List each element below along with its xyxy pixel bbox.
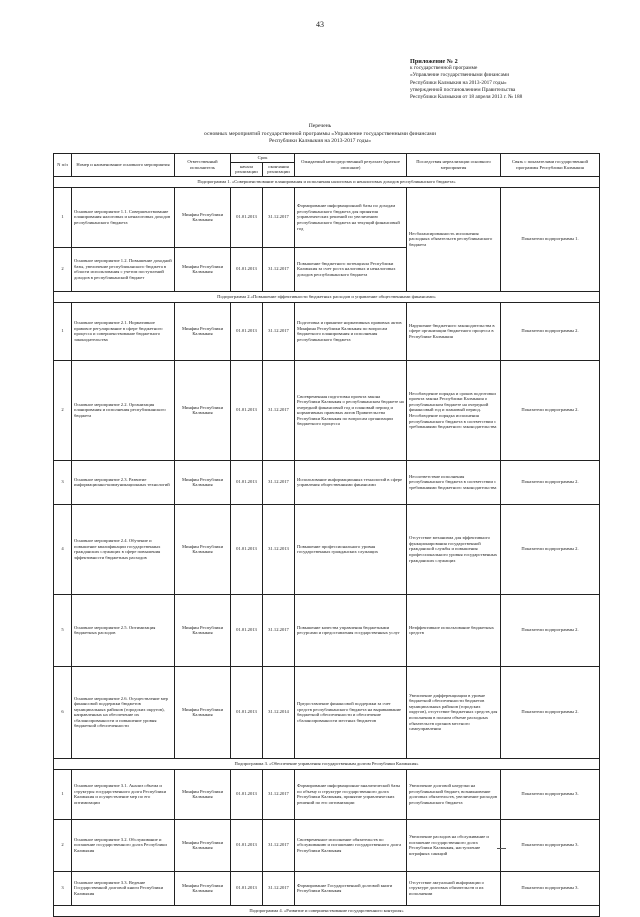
row-end-date: 31.12.2017 bbox=[263, 871, 295, 905]
page-number: 43 bbox=[316, 20, 324, 29]
row-indicator-link: Показатели подпрограммы 2. bbox=[501, 504, 600, 594]
row-measure-name: Основное мероприятие 2.6. Осуществление мер финансовой поддержки бюджетов муниципальных районов (городских округов), направленных на обеспечение их сбалансированности и повышение уровня бюджетной обеспеченности bbox=[72, 666, 175, 758]
header-end: окончания реализации bbox=[263, 162, 295, 176]
row-num: 2 bbox=[54, 247, 72, 291]
row-executor: Минфин Республики Калмыкия bbox=[175, 302, 231, 360]
table-row bbox=[54, 871, 600, 905]
row-result: Формирование информационно-аналитической базы по объему и структуре государственного долга Республики Калмыкия, принятие управленческих решений по его оптимизации bbox=[295, 769, 407, 819]
row-result: Подготовка и принятие нормативных правовых актов Минфина Республики Калмыкия по вопросам бюджетного планирования и исполнения республиканского бюджета bbox=[295, 302, 407, 360]
row-start-date: 01.01.2013 bbox=[231, 594, 263, 666]
row-start-date: 01.01.2013 bbox=[231, 302, 263, 360]
row-result: Своевременная подготовка проекта закона Республики Калмыкия о республиканском бюджете на очередной финансовый год и плановый период и нормативных правовых актов Правительства Республики Калмыкия по вопросам организации бюджетного процесса bbox=[295, 360, 407, 460]
row-end-date: 31.12.2017 bbox=[263, 247, 295, 291]
section-title: Подпрограмма 3. «Обеспечение управления государственным долгом Республики Калмыкия» bbox=[54, 758, 600, 769]
row-indicator-link: Показатели подпрограммы 3. bbox=[501, 769, 600, 819]
row-executor: Минфин Республики Калмыкия bbox=[175, 666, 231, 758]
row-executor: Минфин Республики Калмыкия bbox=[175, 594, 231, 666]
section-title: Подпрограмма 4. «Развитие и совершенствование государственного контроля» bbox=[54, 905, 600, 916]
table-row bbox=[54, 819, 600, 871]
row-result: Повышение бюджетного потенциала Республики Калмыкия за счет роста налоговых и неналоговых доходов республиканского бюджета bbox=[295, 247, 407, 291]
approval-line: «Управление государственными финансами bbox=[410, 72, 510, 79]
row-executor: Минфин Республики Калмыкия bbox=[175, 504, 231, 594]
row-end-date: 31.12.2013 bbox=[263, 504, 295, 594]
row-end-date: 31.12.2017 bbox=[263, 819, 295, 871]
row-measure-name: Основное мероприятие 1.1. Совершенствование планирования налоговых и неналоговых доходов республиканского бюджета bbox=[72, 187, 175, 247]
approval-line: Республики Калмыкия на 2013-2017 годы» bbox=[410, 79, 507, 86]
row-end-date: 31.12.2014 bbox=[263, 666, 295, 758]
row-measure-name: Основное мероприятие 2.1. Нормативное правовое регулирование в сфере бюджетного процесса и совершенствование бюджетного законодательства bbox=[72, 302, 175, 360]
table-row bbox=[54, 460, 600, 504]
row-start-date: 01.01.2013 bbox=[231, 769, 263, 819]
table-row bbox=[54, 187, 600, 247]
row-result: Своевременное исполнение обязательств по обслуживанию и погашению государственного долга Республики Калмыкия bbox=[295, 819, 407, 871]
section-row bbox=[54, 758, 600, 769]
row-indicator-link: Показатели подпрограммы 2. bbox=[501, 594, 600, 666]
row-num: 2 bbox=[54, 360, 72, 460]
header-name: Номер и наименование основного мероприятия bbox=[72, 154, 175, 177]
row-end-date: 31.12.2017 bbox=[263, 360, 295, 460]
row-num: 3 bbox=[54, 460, 72, 504]
row-start-date: 01.01.2013 bbox=[231, 247, 263, 291]
row-measure-name: Основное мероприятие 2.4. Обучение и повышение квалификации государственных гражданских служащих в сфере повышения эффективности бюджетных расходов bbox=[72, 504, 175, 594]
row-num: 3 bbox=[54, 871, 72, 905]
row-executor: Минфин Республики Калмыкия bbox=[175, 247, 231, 291]
row-consequences: Неэффективное использование бюджетных средств bbox=[407, 594, 501, 666]
row-result: Использование информационных технологий в сфере управления общественными финансами bbox=[295, 460, 407, 504]
row-measure-name: Основное мероприятие 1.2. Повышение доходной базы, увеличение республиканского бюджета в области использования с учетом поступлений доходов в республиканский бюджет bbox=[72, 247, 175, 291]
section-row bbox=[54, 291, 600, 302]
row-num: 1 bbox=[54, 187, 72, 247]
row-measure-name: Основное мероприятие 3.3. Ведение Государственной долговой книги Республики Калмыкия bbox=[72, 871, 175, 905]
row-measure-name: Основное мероприятие 2.5. Оптимизация бюджетных расходов bbox=[72, 594, 175, 666]
section-row bbox=[54, 176, 600, 187]
header-result: Ожидаемый непосредственный результат (краткое описание) bbox=[295, 154, 407, 177]
row-result: Формирование Государственной долговой книги Республики Калмыкия bbox=[295, 871, 407, 905]
row-indicator-link: Показатели подпрограммы 2. bbox=[501, 666, 600, 758]
title-line: Республики Калмыкия на 2013-2017 годы» bbox=[268, 138, 372, 145]
row-consequences: Увеличение дифференциации в уровне бюджетной обеспеченности бюджетов муниципальных районов (городских округов), отсутствие бюджетных средств для исполнения в полном объеме расходных обязательств органов местного самоуправления bbox=[407, 666, 501, 758]
row-consequences: Увеличение долговой нагрузки на республиканский бюджет, возникновение долговых обязательств, увеличение расходов республиканского бюджета bbox=[407, 769, 501, 819]
row-num: 6 bbox=[54, 666, 72, 758]
table-row bbox=[54, 769, 600, 819]
row-indicator-link: Показатели подпрограммы 2. bbox=[501, 360, 600, 460]
row-result: Повышение профессионального уровня государственных гражданских служащих bbox=[295, 504, 407, 594]
table-row bbox=[54, 666, 600, 758]
header-consequences: Последствия нереализации основного мероприятия bbox=[407, 154, 501, 177]
row-indicator-link: Показатели подпрограммы 1. bbox=[501, 187, 600, 291]
title-line: Перечень bbox=[308, 123, 332, 129]
row-consequences: Несоответствие исполнения республиканского бюджета в соответствии с требованиями бюджетного законодательства bbox=[407, 460, 501, 504]
row-num: 4 bbox=[54, 504, 72, 594]
row-consequences: Несбалансированность исполнения расходных обязательств республиканского бюджета bbox=[407, 187, 501, 291]
row-indicator-link: Показатели подпрограммы 3. bbox=[501, 819, 600, 871]
row-executor: Минфин Республики Калмыкия bbox=[175, 819, 231, 871]
row-num: 1 bbox=[54, 302, 72, 360]
header-link: Связь с показателями государственной программы Республики Калмыкия bbox=[501, 154, 600, 177]
row-end-date: 31.12.2017 bbox=[263, 460, 295, 504]
header-start: начала реализации bbox=[231, 162, 263, 176]
section-title: Подпрограмма 1. «Совершенствование планирования и исполнения налоговых и неналоговых доходов республиканского бюджета» bbox=[54, 176, 600, 187]
row-num: 5 bbox=[54, 594, 72, 666]
measures-table bbox=[53, 153, 600, 917]
row-end-date: 31.12.2017 bbox=[263, 187, 295, 247]
section-row bbox=[54, 905, 600, 916]
row-indicator-link: Показатели подпрограммы 3. bbox=[501, 871, 600, 905]
row-executor: Минфин Республики Калмыкия bbox=[175, 769, 231, 819]
row-result: Предоставление финансовой поддержки за счет средств республиканского бюджета на выравнивание бюджетной обеспеченности и обеспечение сбалансированности местных бюджетов bbox=[295, 666, 407, 758]
row-consequences: Отсутствие механизма для эффективного функционирования государственной гражданской службы и повышения профессионального уровня государственных гражданских служащих bbox=[407, 504, 501, 594]
row-consequences: Отсутствие актуальной информации о структуре долговых обязательств и их исполнении bbox=[407, 871, 501, 905]
approval-block bbox=[410, 58, 580, 101]
header-num: N п/п bbox=[54, 154, 72, 177]
approval-line: утвержденной постановлением Правительства bbox=[410, 86, 516, 93]
row-num: 2 bbox=[54, 819, 72, 871]
row-start-date: 01.01.2013 bbox=[231, 666, 263, 758]
row-start-date: 01.01.2013 bbox=[231, 871, 263, 905]
footer-mark bbox=[497, 848, 506, 849]
row-end-date: 31.12.2017 bbox=[263, 769, 295, 819]
row-measure-name: Основное мероприятие 3.2. Обслуживание и погашение государственного долга Республики Калмыкия bbox=[72, 819, 175, 871]
row-start-date: 01.01.2013 bbox=[231, 187, 263, 247]
table-row bbox=[54, 302, 600, 360]
row-consequences: Увеличение расходов на обслуживание и погашение государственного долга Республики Калмыкия, наступление штрафных санкций bbox=[407, 819, 501, 871]
row-result: Формирование информационной базы по доходам республиканского бюджета для принятия управленческих решений по увеличению республиканского бюджета на текущий финансовый год bbox=[295, 187, 407, 247]
header-term: Срок bbox=[231, 154, 295, 163]
row-start-date: 01.01.2013 bbox=[231, 504, 263, 594]
row-indicator-link: Показатели подпрограммы 2. bbox=[501, 460, 600, 504]
row-measure-name: Основное мероприятие 2.2. Организация планирования и исполнения республиканского бюджета bbox=[72, 360, 175, 460]
table-row bbox=[54, 504, 600, 594]
row-result: Повышение качества управления бюджетными ресурсами и предоставления государственных услуг bbox=[295, 594, 407, 666]
row-measure-name: Основное мероприятие 3.1. Анализ объема и структуры государственного долга Республики Калмыкия и осуществление мер по его оптимизации bbox=[72, 769, 175, 819]
row-end-date: 31.12.2017 bbox=[263, 302, 295, 360]
row-consequences: Несоблюдение порядка и сроков подготовки проекта закона Республики Калмыкия о республиканском бюджете на очередной финансовый год и плановый период. Несоблюдение порядка исполнения республиканского бюджета в соответствии с требованиями бюджетного законодательства bbox=[407, 360, 501, 460]
section-title: Подпрограмма 2.«Повышение эффективности бюджетных расходов и управление общественными финансами» bbox=[54, 291, 600, 302]
row-executor: Минфин Республики Калмыкия bbox=[175, 360, 231, 460]
row-start-date: 01.01.2013 bbox=[231, 360, 263, 460]
approval-title: Приложение № 2 bbox=[410, 58, 458, 65]
row-num: 1 bbox=[54, 769, 72, 819]
row-executor: Минфин Республики Калмыкия bbox=[175, 871, 231, 905]
row-end-date: 31.12.2017 bbox=[263, 594, 295, 666]
row-executor: Минфин Республики Калмыкия bbox=[175, 187, 231, 247]
row-start-date: 01.01.2013 bbox=[231, 460, 263, 504]
table-row bbox=[54, 594, 600, 666]
row-measure-name: Основное мероприятие 2.3. Развитие информационно-коммуникационных технологий bbox=[72, 460, 175, 504]
header-executor: Ответственный исполнитель bbox=[175, 154, 231, 177]
title-line: основных мероприятий государственной программы «Управление государственными финансами bbox=[204, 130, 436, 137]
row-executor: Минфин Республики Калмыкия bbox=[175, 460, 231, 504]
table-row bbox=[54, 360, 600, 460]
row-consequences: Нарушение бюджетного законодательства в сфере организации бюджетного процесса в Республике Калмыкия bbox=[407, 302, 501, 360]
document-title bbox=[110, 123, 530, 146]
approval-line: Республики Калмыкия от 18 апреля 2013 г. № 188 bbox=[410, 94, 523, 101]
row-indicator-link: Показатели подпрограммы 2. bbox=[501, 302, 600, 360]
row-start-date: 01.01.2013 bbox=[231, 819, 263, 871]
approval-line: к государственной программе bbox=[410, 65, 478, 72]
